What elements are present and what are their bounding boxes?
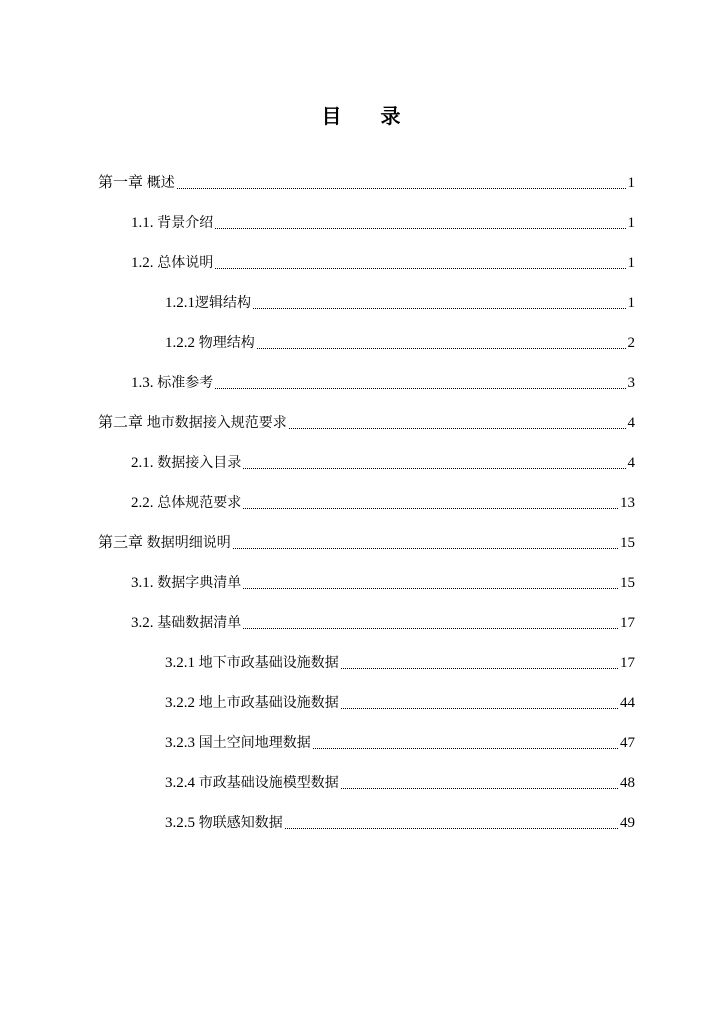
toc-entry[interactable] — [0, 763, 722, 803]
toc-entry-page-number: 1 — [627, 255, 635, 271]
toc-entry-page-number: 4 — [627, 455, 635, 471]
toc-dot-leader — [289, 414, 626, 429]
toc-entry[interactable] — [0, 443, 722, 483]
toc-entry-text: 标准参考 — [157, 375, 214, 391]
toc-entry-page-number: 1 — [627, 215, 635, 231]
toc-dot-leader — [253, 294, 626, 309]
toc-entry-number: 1.2.2 — [165, 335, 199, 351]
toc-entry-page-number: 17 — [620, 615, 635, 631]
toc-dot-leader — [243, 614, 618, 629]
toc-entry[interactable] — [0, 283, 722, 323]
toc-entry-page-number: 3 — [627, 375, 635, 391]
toc-entry[interactable] — [0, 803, 722, 843]
toc-entry-text: 总体说明 — [157, 255, 214, 271]
toc-entry-number: 2.2. — [131, 495, 158, 511]
toc-entry-text: 数据明细说明 — [146, 535, 231, 551]
toc-dot-leader — [285, 814, 618, 829]
toc-entry-label — [165, 693, 339, 713]
toc-entry-text: 地下市政基础设施数据 — [198, 655, 339, 671]
toc-entry-page-number: 1 — [627, 175, 635, 191]
toc-entry-label — [165, 333, 255, 353]
toc-entry-number: 3.2.3 — [165, 735, 199, 751]
toc-entry[interactable] — [0, 483, 722, 523]
toc-dot-leader — [233, 534, 618, 549]
toc-entry-number: 第一章 — [98, 175, 147, 191]
table-of-contents — [0, 163, 722, 843]
toc-dot-leader — [243, 494, 618, 509]
toc-entry[interactable] — [0, 363, 722, 403]
toc-dot-leader — [313, 734, 618, 749]
toc-entry-text: 基础数据清单 — [157, 615, 242, 631]
toc-entry-label — [165, 293, 251, 313]
toc-entry[interactable] — [0, 723, 722, 763]
toc-entry-page-number: 44 — [620, 695, 635, 711]
toc-entry-number: 1.3. — [131, 375, 158, 391]
toc-entry-number: 3.2. — [131, 615, 158, 631]
toc-entry-text: 概述 — [146, 175, 175, 191]
toc-entry[interactable] — [0, 203, 722, 243]
toc-dot-leader — [215, 374, 625, 389]
toc-entry-number: 3.1. — [131, 575, 158, 591]
toc-entry-number: 第三章 — [98, 535, 147, 551]
toc-entry-page-number: 2 — [627, 335, 635, 351]
toc-entry-text: 地市数据接入规范要求 — [146, 415, 287, 431]
toc-dot-leader — [215, 214, 625, 229]
toc-entry-number: 3.2.4 — [165, 775, 199, 791]
toc-entry-number: 3.2.5 — [165, 815, 199, 831]
toc-entry[interactable] — [0, 683, 722, 723]
toc-entry-number: 1.1. — [131, 215, 158, 231]
toc-entry-label — [131, 213, 213, 233]
toc-entry[interactable] — [0, 163, 722, 203]
toc-entry-label — [165, 773, 339, 793]
toc-entry-page-number: 48 — [620, 775, 635, 791]
toc-entry-text: 国土空间地理数据 — [198, 735, 311, 751]
toc-entry-text: 总体规范要求 — [157, 495, 242, 511]
toc-entry-page-number: 4 — [627, 415, 635, 431]
toc-entry-text: 背景介绍 — [157, 215, 214, 231]
toc-entry-page-number: 1 — [627, 295, 635, 311]
toc-entry-label — [131, 493, 241, 513]
toc-entry-text: 地上市政基础设施数据 — [198, 695, 339, 711]
toc-entry-label — [131, 453, 241, 473]
toc-dot-leader — [215, 254, 625, 269]
toc-entry[interactable] — [0, 643, 722, 683]
toc-entry-number: 第二章 — [98, 415, 147, 431]
toc-dot-leader — [243, 574, 618, 589]
toc-entry-number: 2.1. — [131, 455, 158, 471]
toc-entry-label — [131, 373, 213, 393]
toc-entry-text: 逻辑结构 — [195, 295, 251, 311]
toc-entry-page-number: 17 — [620, 655, 635, 671]
toc-entry-number: 3.2.2 — [165, 695, 199, 711]
toc-entry-label — [131, 253, 213, 273]
toc-entry-text: 市政基础设施模型数据 — [198, 775, 339, 791]
toc-entry-page-number: 15 — [620, 535, 635, 551]
toc-entry[interactable] — [0, 563, 722, 603]
toc-entry-label — [165, 813, 283, 833]
toc-entry-number: 1.2. — [131, 255, 158, 271]
toc-entry-label — [131, 573, 241, 593]
toc-entry-page-number: 13 — [620, 495, 635, 511]
toc-entry-text: 数据接入目录 — [157, 455, 242, 471]
toc-dot-leader — [341, 654, 618, 669]
toc-dot-leader — [177, 174, 626, 189]
toc-entry-label — [98, 173, 175, 193]
toc-entry-label — [165, 733, 311, 753]
toc-entry[interactable] — [0, 243, 722, 283]
toc-entry[interactable] — [0, 403, 722, 443]
toc-entry-page-number: 15 — [620, 575, 635, 591]
toc-entry[interactable] — [0, 523, 722, 563]
toc-entry-text: 物理结构 — [198, 335, 255, 351]
toc-entry-page-number: 49 — [620, 815, 635, 831]
toc-dot-leader — [243, 454, 625, 469]
toc-entry-label — [98, 533, 231, 553]
toc-entry-label — [131, 613, 241, 633]
toc-dot-leader — [341, 694, 618, 709]
toc-entry-text: 数据字典清单 — [157, 575, 242, 591]
toc-title: 目 录 — [321, 104, 417, 128]
toc-dot-leader — [341, 774, 618, 789]
toc-entry-label — [98, 413, 287, 433]
toc-entry[interactable] — [0, 603, 722, 643]
toc-entry-text: 物联感知数据 — [198, 815, 283, 831]
toc-entry-number: 1.2.1 — [165, 295, 195, 311]
toc-entry-label — [165, 653, 339, 673]
toc-dot-leader — [257, 334, 626, 349]
toc-entry-page-number: 47 — [620, 735, 635, 751]
toc-entry[interactable] — [0, 323, 722, 363]
toc-entry-number: 3.2.1 — [165, 655, 199, 671]
